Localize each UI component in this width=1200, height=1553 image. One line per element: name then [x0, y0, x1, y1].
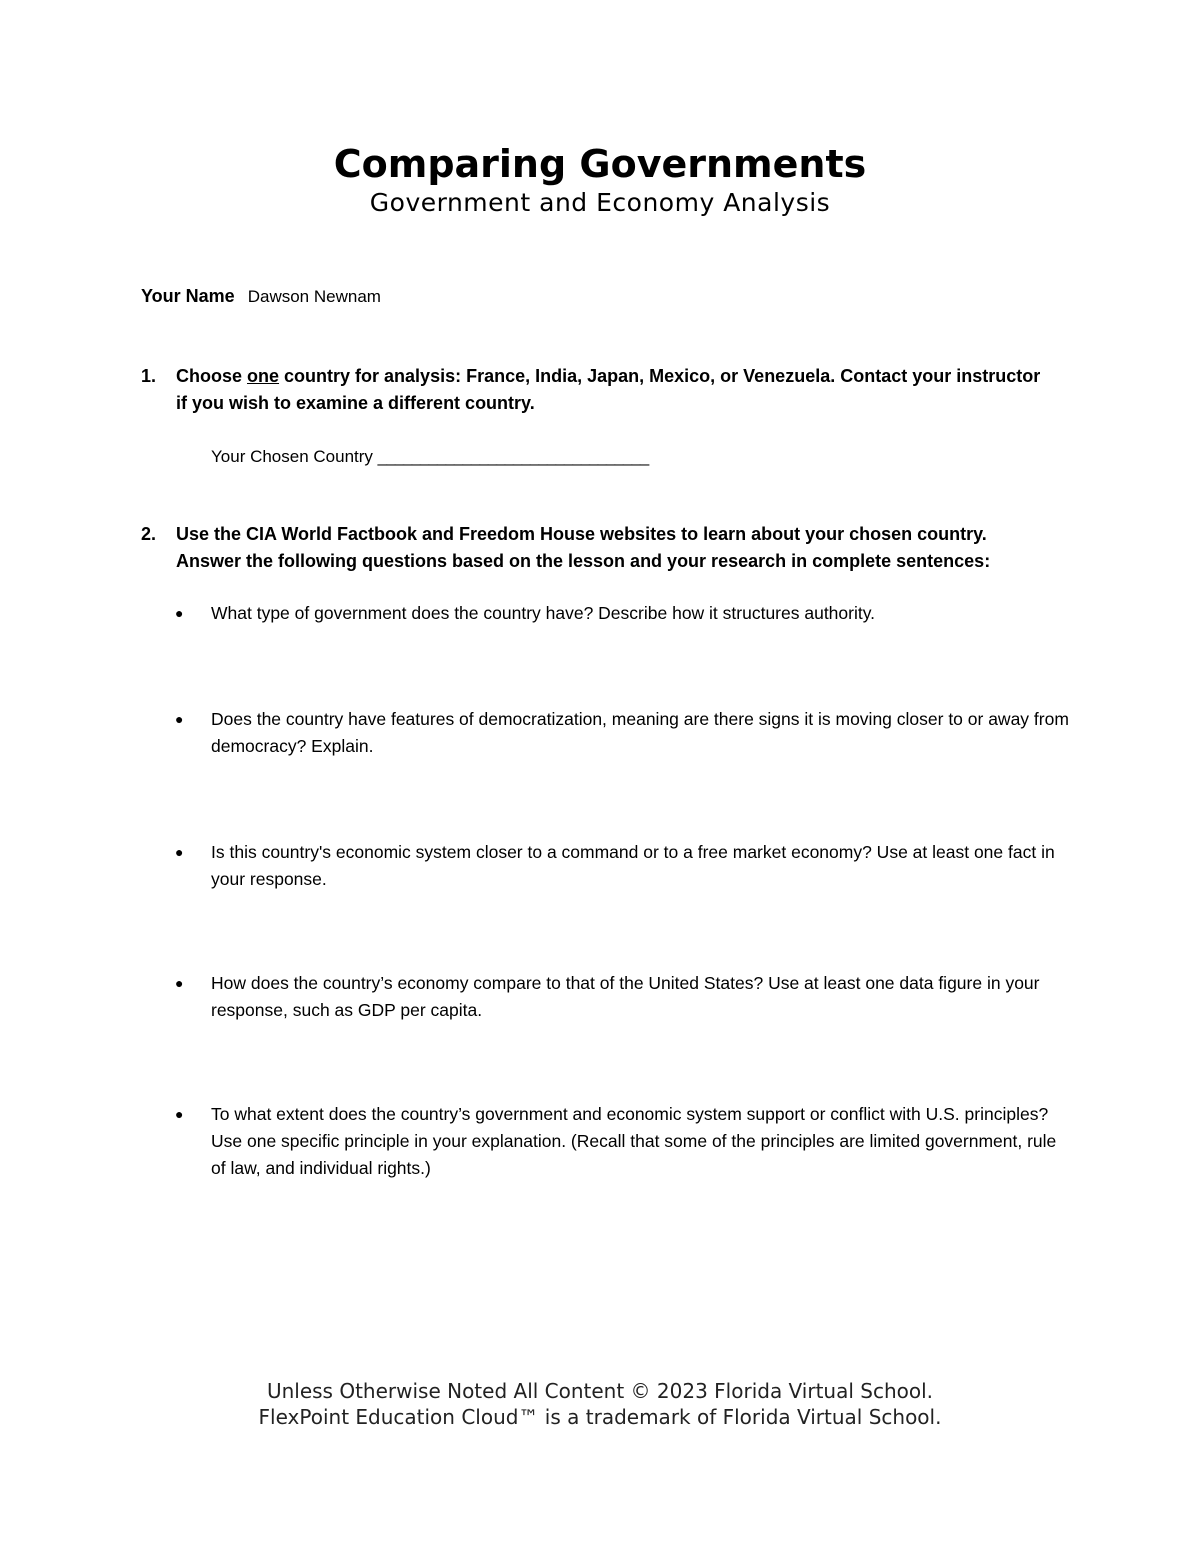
bullet-icon: ●: [175, 1106, 184, 1122]
bullet-icon: ●: [175, 605, 184, 621]
question-1-text-after: country for analysis: France, India, Japan, Mexico, or Venezuela. Contact your instructor if you wish to examine a different country.: [176, 366, 1041, 413]
chosen-country-row: [211, 443, 648, 470]
student-name-row: [141, 283, 381, 310]
question-1-text: [176, 363, 1046, 417]
page-subtitle: Government and Economy Analysis: [369, 188, 831, 217]
name-label: Your Name: [141, 286, 235, 306]
bullet-icon: ●: [175, 711, 184, 727]
question-1-text-before: Choose: [176, 366, 248, 386]
chosen-country-label: Your Chosen Country: [211, 447, 373, 466]
bullet-icon: ●: [175, 975, 184, 991]
bullet-text: How does the country’s economy compare to that of the United States? Use at least one data figure in your response, such as GDP per capita.: [211, 973, 1040, 1020]
bullet-icon: ●: [175, 844, 184, 860]
question-2-text: Use the CIA World Factbook and Freedom House websites to learn about your chosen country. Answer the following questions based on the lesson and your research in complete sentences:: [176, 524, 991, 571]
footer-trademark: FlexPoint Education Cloud™ is a trademark of Florida Virtual School.: [258, 1405, 942, 1429]
question-1-number: 1.: [141, 366, 157, 386]
bullet-text: Does the country have features of democratization, meaning are there signs it is moving closer to or away from democracy? Explain.: [211, 709, 1069, 756]
page-title: Comparing Governments: [333, 142, 867, 186]
bullet-text: Is this country's economic system closer to a command or to a free market economy? Use at least one fact in your response.: [211, 842, 1055, 889]
footer-copyright: Unless Otherwise Noted All Content © 2023 Florida Virtual School.: [266, 1379, 934, 1403]
name-value[interactable]: Dawson Newnam: [247, 287, 381, 306]
question-1-text-underlined: one: [247, 366, 280, 386]
chosen-country-blank[interactable]: ________________________________: [377, 447, 649, 466]
bullet-text: To what extent does the country’s government and economic system support or conflict with U.S. principles? Use one specific principle in your explanation. (Recall that some of the principles are limited government, rule of law, and individual rights.): [211, 1104, 1057, 1178]
page-footer: [0, 1378, 1200, 1430]
question-2-number: 2.: [141, 524, 157, 544]
bullet-text: What type of government does the country have? Describe how it structures authority.: [211, 603, 876, 623]
